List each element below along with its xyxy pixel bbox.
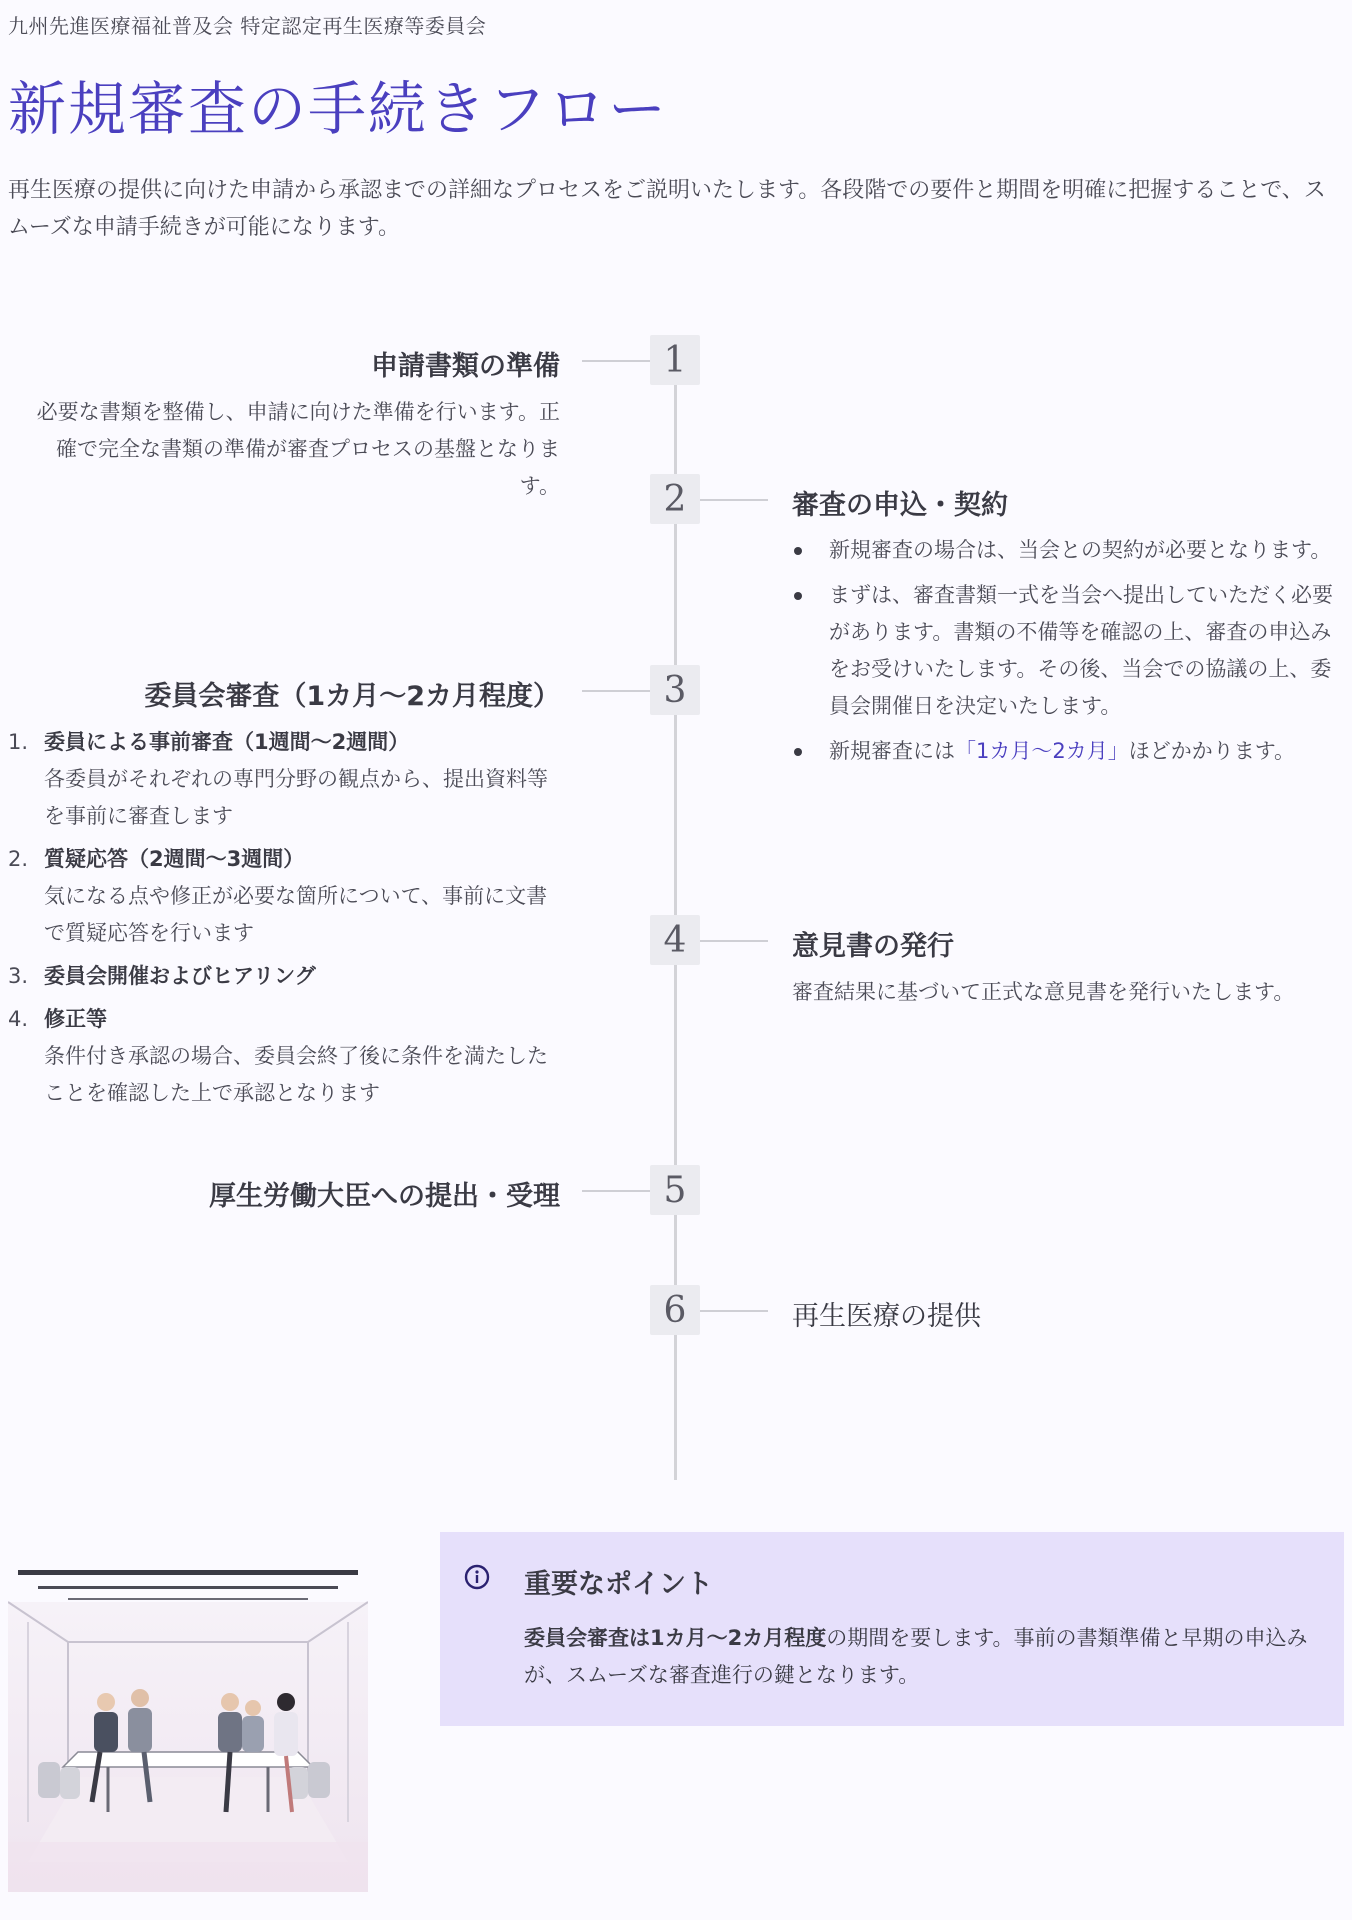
bullet-dot [794,592,802,600]
step-6-title: 再生医療の提供 [792,1301,981,1332]
substep-number: 2. [8,847,29,871]
step-1-title: 申請書類の準備 [371,351,560,382]
step-4-description: 審査結果に基づいて正式な意見書を発行いたします。 [792,980,1295,1004]
page-title: 新規審査の手続きフロー [8,75,669,143]
bullet-text: まずは、審査書類一式を当会へ提出していただく必要があります。書類の不備等を確認の上、審査の申込みをお受けいたします。その後、当会での協議の上、委員会開催日を決定いたします。 [829,583,1333,718]
substep-item [8,958,568,995]
step-4-title: 意見書の発行 [792,931,954,962]
bullet-item [792,733,1342,770]
substep-title: 修正等 [44,1007,107,1031]
step-6-connector [700,1310,768,1312]
step-1-description: 必要な書類を整備し、申請に向けた準備を行います。正確で完全な書類の準備が審査プロセスの基盤となります。 [36,400,560,498]
duration-highlight: 「1カ月〜2カ月」 [955,739,1129,763]
step-5-connector [582,1190,650,1192]
substep-number: 4. [8,1007,29,1031]
bullet-text: 新規審査の場合は、当会との契約が必要となります。 [829,538,1332,562]
substep-number: 3. [8,964,29,988]
info-icon [464,1564,490,1590]
step-number-1: 1 [650,335,700,385]
organization-name: 九州先進医療福祉普及会 特定認定再生医療等委員会 [8,14,487,38]
step-number-4: 4 [650,915,700,965]
info-text [524,1620,1324,1694]
step-number-5: 5 [650,1165,700,1215]
meeting-room-illustration [8,1562,368,1892]
substep-description: 各委員がそれぞれの専門分野の観点から、提出資料等を事前に審査します [44,767,548,828]
bullet-item [792,532,1342,569]
bullet-item [792,577,1342,725]
substep-description: 条件付き承認の場合、委員会終了後に条件を満たしたことを確認した上で承認となります [44,1044,548,1105]
bullet-text-prefix: 新規審査には [829,739,955,763]
step-2-bullets [792,532,1342,778]
step-3-title: 委員会審査（1カ月〜2カ月程度） [144,681,560,712]
step-number-6: 6 [650,1285,700,1335]
step-number-2: 2 [650,474,700,524]
step-3-substeps [8,724,568,1118]
lead-text: 再生医療の提供に向けた申請から承認までの詳細なプロセスをご説明いたします。各段階での要件と期間を明確に把握することで、スムーズな申請手続きが可能になります。 [8,178,1326,240]
info-title: 重要なポイント [524,1569,713,1600]
substep-title: 質疑応答（2週間〜3週間） [44,847,305,871]
bullet-text-suffix: ほどかかります。 [1128,739,1296,763]
step-number-3: 3 [650,665,700,715]
substep-item [8,724,568,835]
substep-description: 気になる点や修正が必要な箇所について、事前に文書で質疑応答を行います [44,884,548,945]
info-text-rest: の期間を要します。事前の書類準備と早期の申込みが、スムーズな審査進行の鍵となります。 [524,1626,1308,1687]
step-4-connector [700,940,768,942]
important-point-box [440,1532,1344,1726]
step-3-connector [582,690,650,692]
substep-number: 1. [8,730,29,754]
bullet-dot [794,547,802,555]
substep-title: 委員による事前審査（1週間〜2週間） [44,730,410,754]
step-2-title: 審査の申込・契約 [792,490,1008,521]
step-2-connector [700,499,768,501]
info-text-bold: 委員会審査は1カ月〜2カ月程度 [524,1626,827,1650]
bullet-dot [794,748,802,756]
step-1-connector [582,360,650,362]
step-5-title: 厚生労働大臣への提出・受理 [209,1181,560,1212]
substep-item [8,1001,568,1112]
substep-item [8,841,568,952]
substep-title: 委員会開催およびヒアリング [44,964,316,988]
